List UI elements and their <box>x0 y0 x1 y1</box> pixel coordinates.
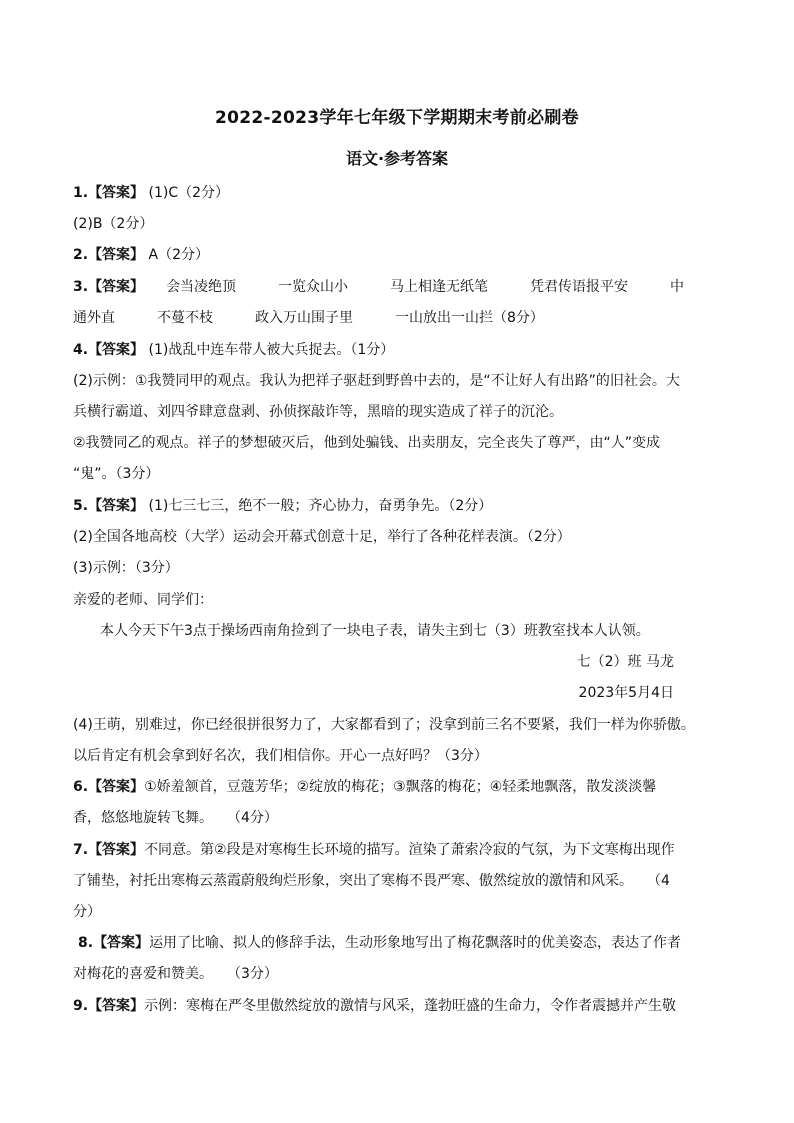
question-number: 3. <box>73 279 89 295</box>
answer-text: (2)示例：①我赞同甲的观点。我认为把祥子驱赶到野兽中去的，是“不让好人有出路”的旧社会。大 <box>73 373 680 389</box>
answer-text: “鬼”。（3分） <box>73 466 160 482</box>
answer-line <box>73 996 723 1016</box>
question-number: 2. <box>73 247 89 263</box>
answer-line <box>73 214 723 234</box>
answer-line <box>73 715 723 735</box>
answer-line <box>73 340 723 360</box>
question-number: 4. <box>73 342 89 358</box>
answer-text: 七（2）班 马龙 <box>576 654 674 670</box>
question-number: 8. <box>78 935 94 951</box>
answer-text: 分） <box>73 904 101 920</box>
answer-text: 亲爱的老师、同学们： <box>73 592 213 608</box>
answer-line <box>73 308 723 328</box>
answer-line <box>73 590 723 610</box>
answer-text: (2)B（2分） <box>73 216 154 232</box>
answer-tag: 【答案】 <box>88 247 145 263</box>
answer-line <box>73 277 723 297</box>
answer-text: A（2分） <box>148 247 209 263</box>
answer-tag: 【答案】 <box>88 342 145 358</box>
answer-line <box>73 808 723 828</box>
answer-tag: 【答案】 <box>88 779 145 795</box>
answer-line <box>73 371 723 391</box>
answer-tag: 【答案】 <box>88 498 145 514</box>
answer-tag: 【答案】 <box>93 935 150 951</box>
answer-text: 2023年5月4日 <box>578 685 674 701</box>
answer-text: (1)C（2分） <box>148 185 230 201</box>
question-number: 9. <box>73 998 89 1014</box>
answer-text: 运用了比喻、拟人的修辞手法，生动形象地写出了梅花飘落时的优美姿态，表达了作者 <box>149 935 682 951</box>
question-number: 6. <box>73 779 89 795</box>
answer-line <box>73 433 723 453</box>
answer-tag: 【答案】 <box>88 842 145 858</box>
answer-text: 兵横行霸道、刘四爷肆意盘剥、孙侦探敲诈等，黑暗的现实造成了祥子的沉沦。 <box>73 404 563 420</box>
answer-text: (4)王萌，别难过，你已经很拼很努力了，大家都看到了；没拿到前三名不要紧，我们一样为你骄傲。 <box>73 717 695 733</box>
answer-line <box>73 746 723 766</box>
notice-signature <box>577 652 674 672</box>
answer-tag: 【答案】 <box>88 998 145 1014</box>
answer-text: ②我赞同乙的观点。祥子的梦想破灭后，他到处骗钱、出卖朋友，完全丧失了尊严，由“人”变成 <box>73 435 661 451</box>
answer-text: 通外直 不蔓不枝 政入万山围子里 一山放出一山拦（8分） <box>73 310 544 326</box>
answer-line <box>73 402 723 422</box>
question-number: 5. <box>73 498 89 514</box>
answer-line <box>73 964 723 984</box>
answer-line <box>73 245 723 265</box>
answer-text: (3)示例：（3分） <box>73 560 179 576</box>
answer-tag: 【答案】 <box>88 185 145 201</box>
answer-line <box>73 527 723 547</box>
question-number: 1. <box>73 185 89 201</box>
answer-line <box>73 902 723 922</box>
answer-line <box>78 933 728 953</box>
answer-line <box>73 777 723 797</box>
answer-line <box>100 621 750 641</box>
answer-text: 会当凌绝顶 一览众山小 马上相逢无纸笔 凭君传语报平安 中 <box>166 279 685 295</box>
answer-line <box>73 558 723 578</box>
answer-text: 了铺垫，衬托出寒梅云蒸霞蔚般绚烂形象，突出了寒梅不畏严寒、傲然绽放的激情和风采。 （4 <box>73 873 670 889</box>
page-subtitle: 语文·参考答案 <box>345 149 449 168</box>
answer-line <box>73 840 723 860</box>
answer-line <box>73 183 723 203</box>
notice-date <box>579 683 674 703</box>
answer-text: ①娇羞颔首，豆蔻芳华；②绽放的梅花；③飘落的梅花；④轻柔地飘落，散发淡淡馨 <box>144 779 657 795</box>
answer-text: 不同意。第②段是对寒梅生长环境的描写。渲染了萧索冷寂的气氛，为下文寒梅出现作 <box>144 842 675 858</box>
answer-text: 香，悠悠地旋转飞舞。 （4分） <box>73 810 278 826</box>
answer-text: 以后肯定有机会拿到好名次，我们相信你。开心一点好吗？（3分） <box>73 748 488 764</box>
answer-line <box>73 464 723 484</box>
answer-line <box>73 871 723 891</box>
answer-text: 示例：寒梅在严冬里傲然绽放的激情与风采，蓬勃旺盛的生命力，令作者震撼并产生敬 <box>144 998 677 1014</box>
answer-text: (1)战乱中连车带人被大兵捉去。（1分） <box>148 342 395 358</box>
answer-text: 本人今天下午3点于操场西南角捡到了一块电子表，请失主到七（3）班教室找本人认领。 <box>100 623 650 639</box>
answer-text: (2)全国各地高校（大学）运动会开幕式创意十足，举行了各种花样表演。（2分） <box>73 529 571 545</box>
question-number: 7. <box>73 842 89 858</box>
answer-tag: 【答案】 <box>88 279 145 295</box>
answer-text: 对梅花的喜爱和赞美。 （3分） <box>73 966 278 982</box>
page-title: 2022-2023学年七年级下学期期末考前必刷卷 <box>215 108 579 128</box>
answer-text: (1)七三七三，绝不一般；齐心协力，奋勇争先。（2分） <box>148 498 493 514</box>
answer-line <box>73 496 723 516</box>
